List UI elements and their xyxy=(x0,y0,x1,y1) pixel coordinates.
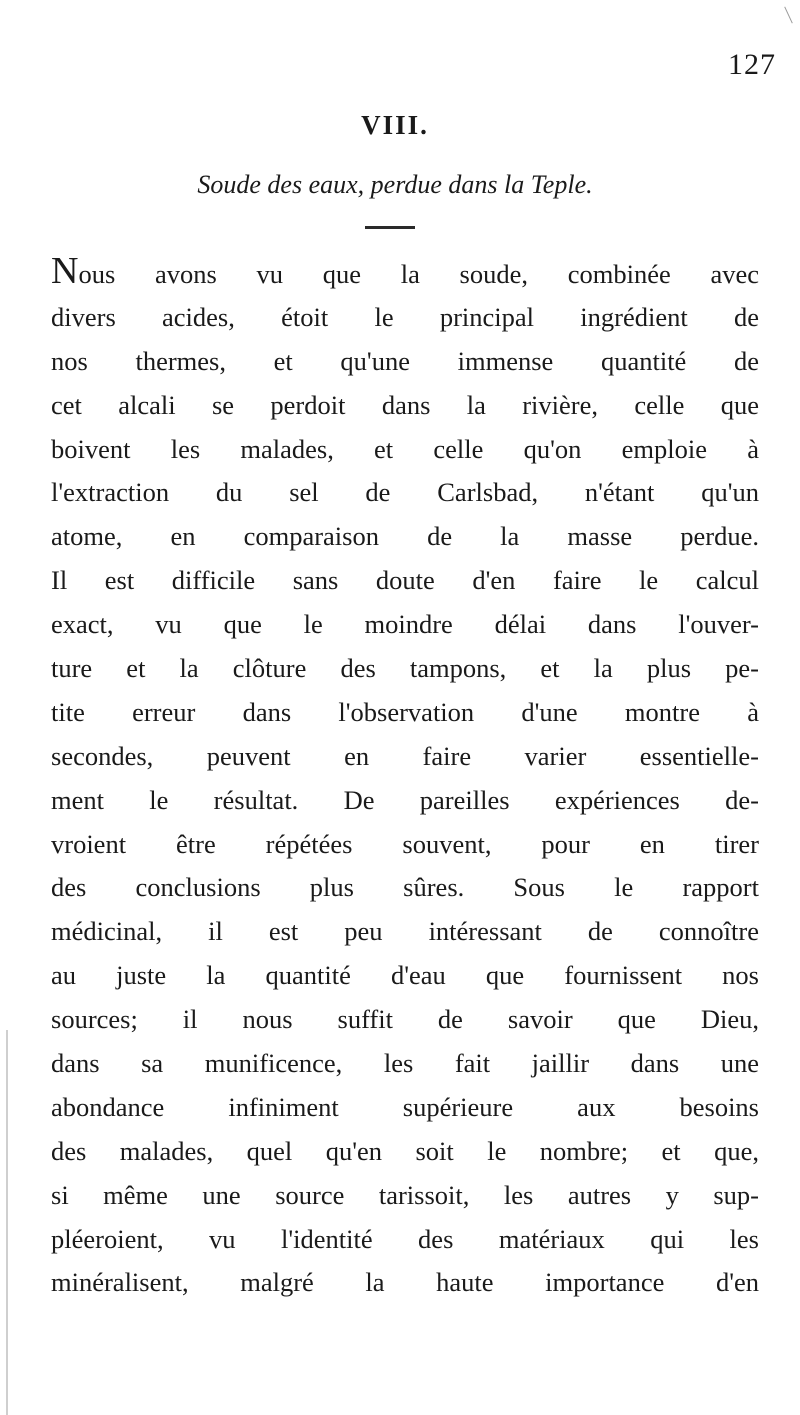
text-line: secondes, peuvent en faire varier essentielle- xyxy=(51,740,759,771)
text-line: Il est difficile sans doute d'en faire le calcul xyxy=(51,565,759,596)
text-line: cet alcali se perdoit dans la rivière, celle que xyxy=(51,389,759,420)
text-line: atome, en comparaison de la masse perdue. xyxy=(51,521,759,552)
text-line: abondance infiniment supérieure aux besoins xyxy=(51,1091,759,1122)
text-line: des conclusions plus sûres. Sous le rapport xyxy=(51,872,759,903)
text-line: ment le résultat. De pareilles expériences de- xyxy=(51,784,759,815)
text-line: pléeroient, vu l'identité des matériaux qui les xyxy=(51,1223,759,1254)
text-line: minéralisent, malgré la haute importance d'en xyxy=(51,1267,759,1298)
text-line: au juste la quantité d'eau que fournissent nos xyxy=(51,960,759,991)
page-number: 127 xyxy=(728,48,776,81)
text-line: sources; il nous suffit de savoir que Dieu, xyxy=(51,1004,759,1035)
section-heading: VIII. xyxy=(361,110,429,140)
text-line: médicinal, il est peu intéressant de connoître xyxy=(51,916,759,947)
text-line: si même une source tarissoit, les autres y sup- xyxy=(51,1179,759,1210)
text-line: dans sa munificence, les fait jaillir dans une xyxy=(51,1048,759,1079)
text-line xyxy=(51,252,759,296)
text-line: ture et la clôture des tampons, et la plus pe- xyxy=(51,653,759,684)
title-divider xyxy=(365,226,415,229)
drop-cap: N xyxy=(51,250,79,292)
text-line: des malades, quel qu'en soit le nombre; et que, xyxy=(51,1135,759,1166)
text-line: nos thermes, et qu'une immense quantité de xyxy=(51,345,759,376)
text-line: l'extraction du sel de Carlsbad, n'étant qu'un xyxy=(51,477,759,508)
text-line-content: ous avons vu que la soude, combinée avec xyxy=(78,259,759,289)
text-line: divers acides, étoit le principal ingrédient de xyxy=(51,301,759,332)
text-line: tite erreur dans l'observation d'une montre à xyxy=(51,696,759,727)
section-subtitle: Soude des eaux, perdue dans la Teple. xyxy=(197,170,593,199)
scan-corner-mark xyxy=(784,7,793,24)
page-edge-shadow xyxy=(6,1030,8,1415)
body-paragraph xyxy=(51,252,759,1305)
text-line: boivent les malades, et celle qu'on emploie à xyxy=(51,433,759,464)
text-line: vroient être répétées souvent, pour en tirer xyxy=(51,828,759,859)
text-line: exact, vu que le moindre délai dans l'ouver- xyxy=(51,609,759,640)
